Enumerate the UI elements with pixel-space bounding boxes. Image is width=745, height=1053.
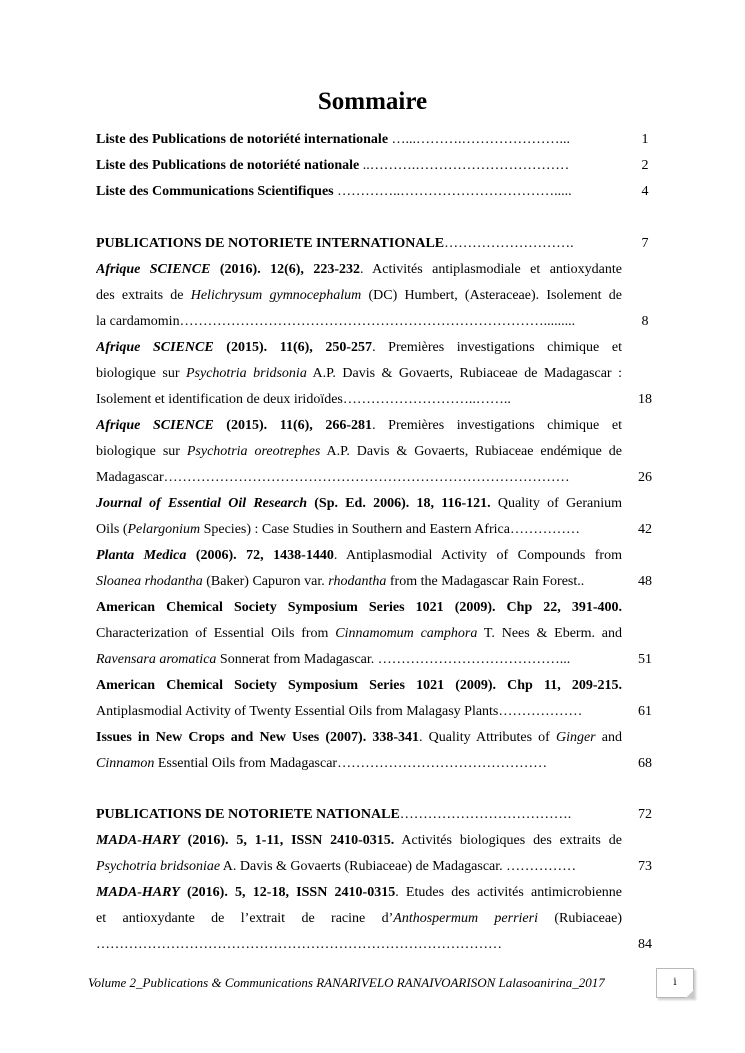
toc-label: Liste des Publications de notoriété internationale — [96, 132, 389, 147]
entry-line: Characterization of Essential Oils from Cinnamomum camphora T. Nees & Eberm. and — [96, 626, 622, 641]
page-title: Sommaire — [317, 88, 428, 115]
page-footer: Volume 2_Publications & Communications RANARIVELO RANAIVOARISON Lalasoanirina_2017 — [88, 975, 605, 990]
entry-page: 61 — [638, 704, 652, 719]
entry-page: 42 — [638, 522, 652, 537]
entry-line: Oils (Pelargonium Species) : Case Studies in Southern and Eastern Africa…………… — [96, 522, 580, 537]
toc-item[interactable]: Liste des Communications Scientifiques …………..……………………………..... — [96, 184, 572, 199]
toc-item[interactable]: Liste des Publications de notoriété nationale ..……….…………………………… — [96, 158, 570, 173]
toc-page: 2 — [641, 158, 649, 173]
entry-line: Journal of Essential Oil Research (Sp. Ed. 2006). 18, 116-121. Quality of Geranium — [96, 496, 622, 511]
toc-label: Liste des Communications Scientifiques — [96, 184, 334, 199]
entry-page: 18 — [638, 392, 652, 407]
entry-page: 51 — [638, 652, 652, 667]
entry-line: la cardamomin……………………………………………………………………......... — [96, 314, 576, 329]
entry-line: Ravensara aromatica Sonnerat from Madagascar. …………………………………... — [96, 652, 571, 667]
toc-label: Liste des Publications de notoriété nationale — [96, 158, 360, 173]
entry-line: biologique sur Psychotria oreotrephes A.P. Davis & Govaerts, Rubiaceae endémique de — [96, 444, 622, 459]
entry-page: 48 — [638, 574, 652, 589]
entry-line: des extraits de Helichrysum gymnocephalum (DC) Humbert, (Asteraceae). Isolement de — [96, 288, 622, 303]
entry-line: …………………………………………………………………………… — [96, 937, 502, 952]
entry-line: MADA-HARY (2016). 5, 12-18, ISSN 2410-0315. Etudes des activités antimicrobienne — [96, 885, 622, 900]
entry-line: American Chemical Society Symposium Series 1021 (2009). Chp 11, 209-215. — [96, 678, 622, 693]
entry-page: 26 — [638, 470, 652, 485]
toc-page: 4 — [641, 184, 649, 199]
entry-line: et antioxydante de l’extrait de racine d’Anthospermum perrieri (Rubiaceae) — [96, 911, 622, 926]
entry-line: Afrique SCIENCE (2015). 11(6), 266-281. Premières investigations chimique et — [96, 418, 622, 433]
entry-line: Isolement et identification de deux iridoïdes………………………..…….. — [96, 392, 511, 407]
toc-item[interactable]: Liste des Publications de notoriété internationale …...……….…………………... — [96, 132, 571, 147]
section-page: 72 — [638, 807, 652, 822]
entry-line: Psychotria bridsoniae A. Davis & Govaerts (Rubiaceae) de Madagascar. …………… — [96, 859, 577, 874]
toc-page: 1 — [641, 132, 649, 147]
entry-line: biologique sur Psychotria bridsonia A.P. Davis & Govaerts, Rubiaceae de Madagascar : — [96, 366, 622, 381]
section-heading-nationale[interactable]: PUBLICATIONS DE NOTORIETE NATIONALE………………………………. — [96, 807, 572, 822]
entry-line: Sloanea rhodantha (Baker) Capuron var. rhodantha from the Madagascar Rain Forest.. — [96, 574, 585, 589]
page-number-badge: i — [656, 968, 694, 998]
entry-line: Madagascar…………………………………………………………………………… — [96, 470, 570, 485]
entry-line: Planta Medica (2006). 72, 1438-1440. Antiplasmodial Activity of Compounds from — [96, 548, 622, 563]
entry-line: Issues in New Crops and New Uses (2007). 338-341. Quality Attributes of Ginger and — [96, 730, 622, 745]
entry-line: Afrique SCIENCE (2016). 12(6), 223-232. Activités antiplasmodiale et antioxydante — [96, 262, 622, 277]
entry-page: 8 — [641, 314, 649, 329]
entry-line: Afrique SCIENCE (2015). 11(6), 250-257. Premières investigations chimique et — [96, 340, 622, 355]
entry-page: 73 — [638, 859, 652, 874]
entry-line: Antiplasmodial Activity of Twenty Essential Oils from Malagasy Plants……………… — [96, 704, 583, 719]
entry-line: MADA-HARY (2016). 5, 1-11, ISSN 2410-0315. Activités biologiques des extraits de — [96, 833, 622, 848]
entry-line: American Chemical Society Symposium Series 1021 (2009). Chp 22, 391-400. — [96, 600, 622, 615]
entry-page: 84 — [638, 937, 652, 952]
section-page: 7 — [641, 236, 649, 251]
entry-page: 68 — [638, 756, 652, 771]
section-heading-internationale[interactable]: PUBLICATIONS DE NOTORIETE INTERNATIONALE………………………. — [96, 236, 574, 251]
entry-line: Cinnamon Essential Oils from Madagascar……………………………………… — [96, 756, 548, 771]
